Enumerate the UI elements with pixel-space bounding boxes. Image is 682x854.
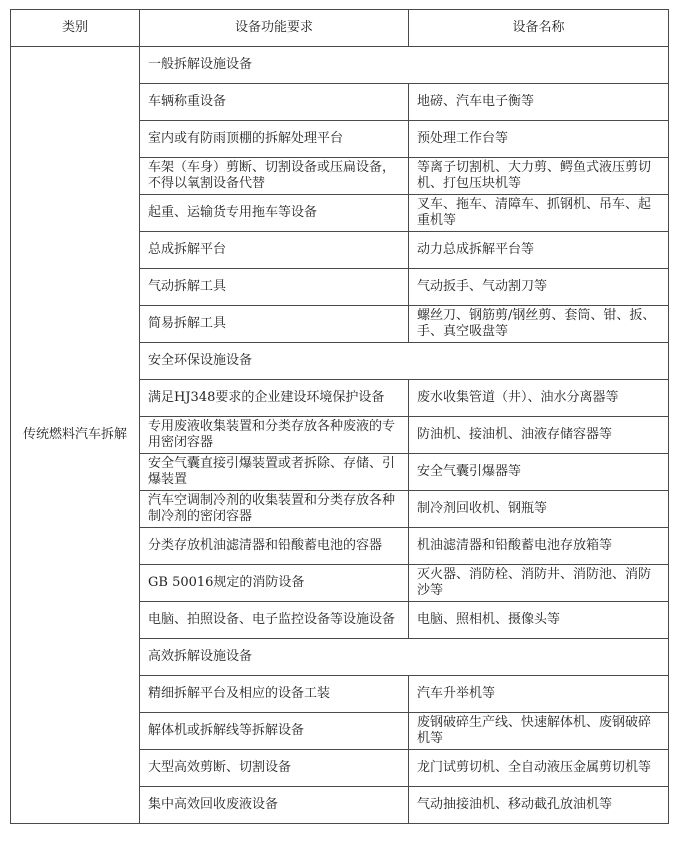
header-row bbox=[11, 10, 669, 47]
group-row bbox=[11, 47, 669, 84]
equipment-name-cell: 预处理工作台等 bbox=[409, 121, 669, 158]
requirement-cell: 专用废液收集装置和分类存放各种废液的专用密闭容器 bbox=[140, 417, 409, 454]
equipment-name-cell: 等离子切割机、大力剪、鳄鱼式液压剪切机、打包压块机等 bbox=[409, 158, 669, 195]
equipment-name-cell: 气动抽接油机、移动截孔放油机等 bbox=[409, 787, 669, 824]
requirement-cell: 气动拆解工具 bbox=[140, 269, 409, 306]
equipment-name-cell: 制冷剂回收机、钢瓶等 bbox=[409, 491, 669, 528]
equipment-name-cell: 螺丝刀、钢筋剪/钢丝剪、套筒、钳、扳、手、真空吸盘等 bbox=[409, 306, 669, 343]
group-title: 一般拆解设施设备 bbox=[140, 47, 669, 84]
equipment-name-cell: 叉车、拖车、清障车、抓钢机、吊车、起重机等 bbox=[409, 195, 669, 232]
header-category: 类别 bbox=[11, 10, 140, 47]
requirement-cell: 总成拆解平台 bbox=[140, 232, 409, 269]
equipment-name-cell: 电脑、照相机、摄像头等 bbox=[409, 602, 669, 639]
requirement-cell: 大型高效剪断、切割设备 bbox=[140, 750, 409, 787]
requirement-cell: 精细拆解平台及相应的设备工装 bbox=[140, 676, 409, 713]
equipment-name-cell: 灭火器、消防栓、消防井、消防池、消防沙等 bbox=[409, 565, 669, 602]
requirement-cell: 安全气囊直接引爆装置或者拆除、存储、引爆装置 bbox=[140, 454, 409, 491]
requirement-cell: 分类存放机油滤清器和铅酸蓄电池的容器 bbox=[140, 528, 409, 565]
equipment-name-cell: 汽车升举机等 bbox=[409, 676, 669, 713]
requirement-cell: 汽车空调制冷剂的收集装置和分类存放各种制冷剂的密闭容器 bbox=[140, 491, 409, 528]
requirement-cell: 起重、运输货专用拖车等设备 bbox=[140, 195, 409, 232]
equipment-name-cell: 废水收集管道（井）、油水分离器等 bbox=[409, 380, 669, 417]
category-cell: 传统燃料汽车拆解 bbox=[11, 47, 140, 824]
requirement-cell: GB 50016规定的消防设备 bbox=[140, 565, 409, 602]
equipment-name-cell: 气动扳手、气动割刀等 bbox=[409, 269, 669, 306]
equipment-table bbox=[10, 9, 669, 824]
requirement-cell: 车辆称重设备 bbox=[140, 84, 409, 121]
equipment-name-cell: 安全气囊引爆器等 bbox=[409, 454, 669, 491]
header-requirement: 设备功能要求 bbox=[140, 10, 409, 47]
requirement-cell: 电脑、拍照设备、电子监控设备等设施设备 bbox=[140, 602, 409, 639]
equipment-name-cell: 防油机、接油机、油液存储容器等 bbox=[409, 417, 669, 454]
requirement-cell: 简易拆解工具 bbox=[140, 306, 409, 343]
requirement-cell: 解体机或拆解线等拆解设备 bbox=[140, 713, 409, 750]
group-title: 高效拆解设施设备 bbox=[140, 639, 669, 676]
header-name: 设备名称 bbox=[409, 10, 669, 47]
requirement-cell: 集中高效回收废液设备 bbox=[140, 787, 409, 824]
equipment-name-cell: 龙门试剪切机、全自动液压金属剪切机等 bbox=[409, 750, 669, 787]
equipment-name-cell: 地磅、汽车电子衡等 bbox=[409, 84, 669, 121]
group-title: 安全环保设施设备 bbox=[140, 343, 669, 380]
equipment-name-cell: 机油滤清器和铅酸蓄电池存放箱等 bbox=[409, 528, 669, 565]
equipment-name-cell: 动力总成拆解平台等 bbox=[409, 232, 669, 269]
requirement-cell: 满足HJ348要求的企业建设环境保护设备 bbox=[140, 380, 409, 417]
requirement-cell: 室内或有防雨顶棚的拆解处理平台 bbox=[140, 121, 409, 158]
requirement-cell: 车架（车身）剪断、切割设备或压扁设备，不得以氧割设备代替 bbox=[140, 158, 409, 195]
equipment-name-cell: 废钢破碎生产线、快速解体机、废钢破碎机等 bbox=[409, 713, 669, 750]
